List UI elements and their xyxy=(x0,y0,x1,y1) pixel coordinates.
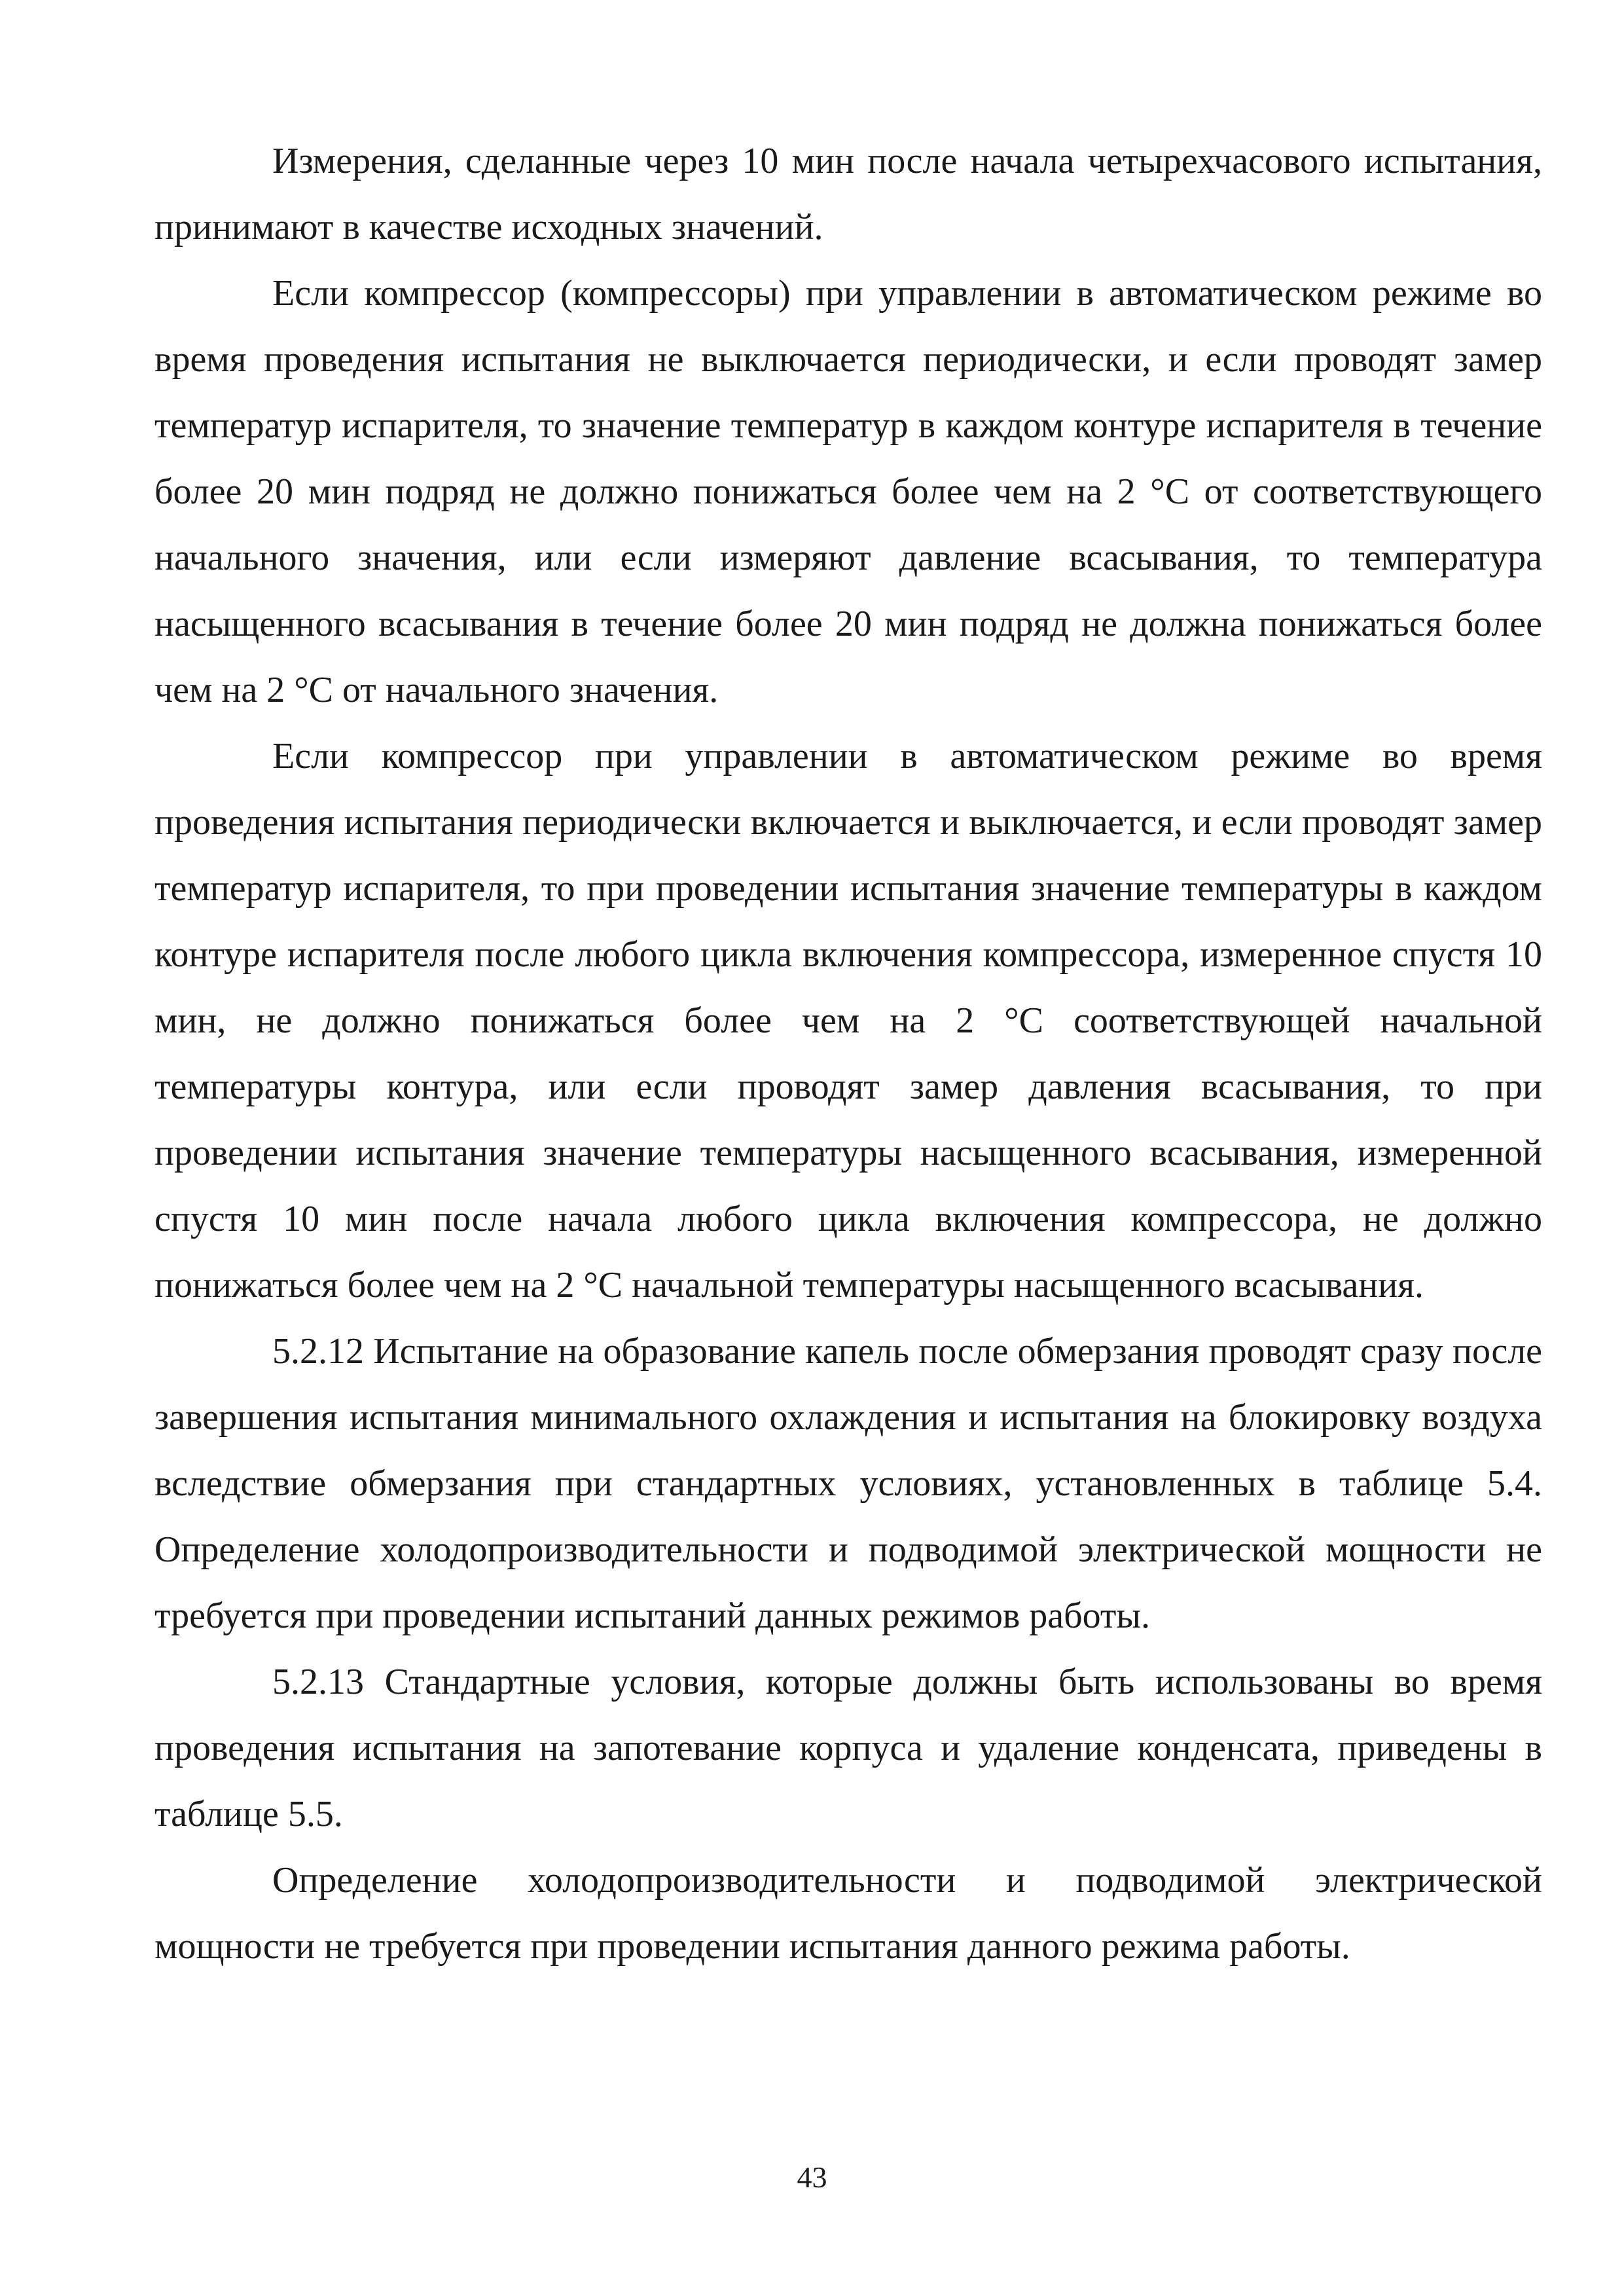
paragraph-5-2-13: 5.2.13 Стандартные условия, которые должны быть использованы во время проведения испытания на запотевание корпуса и удаление конденсата, приведены в таблице 5.5. xyxy=(154,1662,1542,1834)
page-number: 43 xyxy=(797,2160,827,2194)
paragraph-measurements: Измерения, сделанные через 10 мин после начала четырехчасового испытания, принимают в качестве исходных значений. xyxy=(154,141,1542,247)
paragraph-5-2-12: 5.2.12 Испытание на образование капель после обмерзания проводят сразу после завершения испытания минимального охлаждения и испытания на блокировку воздуха вследствие обмерзания при стандартных условиях, установленных в таблице 5.4. Определение холодопроизводительности и подводимой электрической мощности не требуется при проведении испытаний данных режимов работы. xyxy=(154,1331,1542,1636)
paragraph-capacity-not-required: Определение холодопроизводительности и подводимой электрической мощности не требуется при проведении испытания данного режима работы. xyxy=(154,1860,1542,1967)
body-text xyxy=(154,128,1542,1980)
paragraph-compressor-not-cycling: Если компрессор (компрессоры) при управлении в автоматическом режиме во время проведения испытания не выключается периодически, и если проводят замер температур испарителя, то значение температур в каждом контуре испарителя в течение более 20 мин подряд не должно понижаться более чем на 2 °С от соответствующего начального значения, или если измеряют давление всасывания, то температура насыщенного всасывания в течение более 20 мин подряд не должна понижаться более чем на 2 °С от начального значения. xyxy=(154,273,1542,710)
paragraph-compressor-cycling: Если компрессор при управлении в автоматическом режиме во время проведения испытания периодически включается и выключается, и если проводят замер температур испарителя, то при проведении испытания значение температуры в каждом контуре испарителя после любого цикла включения компрессора, измеренное спустя 10 мин, не должно понижаться более чем на 2 °С соответствующей начальной температуры контура, или если проводят замер давления всасывания, то при проведении испытания значение температуры насыщенного всасывания, измеренной спустя 10 мин после начала любого цикла включения компрессора, не должно понижаться более чем на 2 °С начальной температуры насыщенного всасывания. xyxy=(154,736,1542,1305)
